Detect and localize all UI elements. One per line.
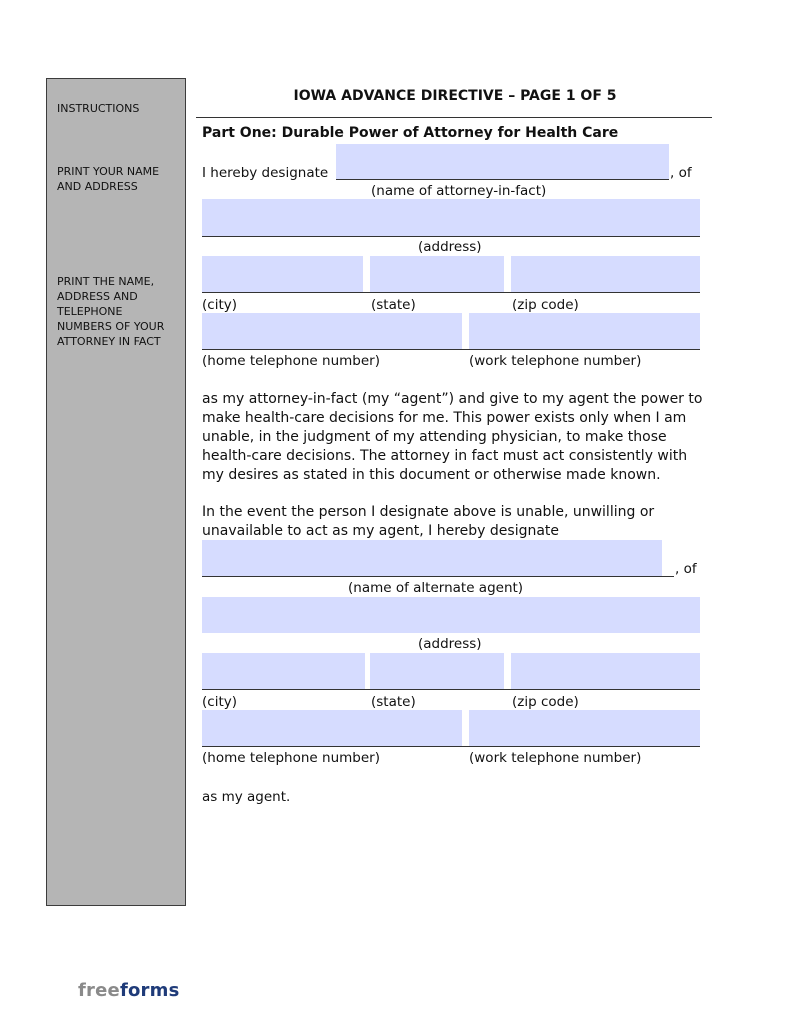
alternate-city-field[interactable] <box>202 653 365 690</box>
brand-forms-text: forms <box>119 980 180 1001</box>
instructions-sidebar <box>46 78 186 906</box>
alternate-address-caption: (address) <box>418 636 482 652</box>
page-title: IOWA ADVANCE DIRECTIVE – PAGE 1 OF 5 <box>293 88 617 104</box>
attorney-state-caption: (state) <box>371 297 416 313</box>
alternate-home-phone-field[interactable] <box>202 710 462 747</box>
instructions-label: INSTRUCTIONS <box>57 102 140 115</box>
attorney-address-caption: (address) <box>418 239 482 255</box>
alternate-home-phone-caption: (home telephone number) <box>202 750 380 766</box>
attorney-work-phone-caption: (work telephone number) <box>469 353 642 369</box>
alternate-name-underline <box>202 576 674 577</box>
alternate-name-caption: (name of alternate agent) <box>348 580 524 596</box>
attorney-city-caption: (city) <box>202 297 237 313</box>
brand-free-text: free <box>78 980 120 1001</box>
attorney-state-field[interactable] <box>370 256 504 293</box>
header-divider <box>196 117 712 118</box>
alternate-name-field[interactable] <box>202 540 662 576</box>
attorney-phone-underline <box>202 349 700 350</box>
attorney-home-phone-field[interactable] <box>202 313 462 350</box>
alternate-state-field[interactable] <box>370 653 504 690</box>
part-title: Part One: Durable Power of Attorney for Health Care <box>202 125 619 141</box>
alternate-location-underline <box>202 689 700 690</box>
attorney-city-field[interactable] <box>202 256 363 293</box>
alternate-work-phone-caption: (work telephone number) <box>469 750 642 766</box>
attorney-work-phone-field[interactable] <box>469 313 700 350</box>
agent-powers-paragraph: as my attorney-in-fact (my “agent”) and give to my agent the power to make health-care decisions for me. This power exists only when I am unable, in the judgment of my attending physician, to make those health-care decisions. The attorney in fact must act consistently with my desires as stated in this document or otherwise made known. <box>202 391 703 483</box>
print-name-instruction: PRINT YOUR NAME AND ADDRESS <box>57 165 160 193</box>
attorney-zip-field[interactable] <box>511 256 700 293</box>
alternate-phone-underline <box>202 746 700 747</box>
attorney-home-phone-caption: (home telephone number) <box>202 353 380 369</box>
attorney-name-field[interactable] <box>336 144 669 179</box>
alternate-address-field[interactable] <box>202 597 700 633</box>
attorney-zip-caption: (zip code) <box>512 297 579 313</box>
alternate-agent-paragraph: In the event the person I designate above is unable, unwilling or unavailable to act as my agent, I hereby designate <box>202 504 655 539</box>
attorney-name-caption: (name of attorney-in-fact) <box>371 183 547 199</box>
alt-of-suffix: , of <box>675 561 697 577</box>
alternate-state-caption: (state) <box>371 694 416 710</box>
attorney-name-underline <box>336 179 669 180</box>
designate-prefix: I hereby designate <box>202 165 329 181</box>
of-suffix: , of <box>670 165 692 181</box>
attorney-location-underline <box>202 292 700 293</box>
attorney-address-field[interactable] <box>202 199 700 237</box>
alternate-city-caption: (city) <box>202 694 237 710</box>
closing-text: as my agent. <box>202 789 291 805</box>
alternate-zip-field[interactable] <box>511 653 700 690</box>
print-agent-instruction: PRINT THE NAME, ADDRESS AND TELEPHONE NUMBERS OF YOUR ATTORNEY IN FACT <box>57 275 165 348</box>
alternate-zip-caption: (zip code) <box>512 694 579 710</box>
freeforms-logo <box>78 980 179 1001</box>
alternate-work-phone-field[interactable] <box>469 710 700 747</box>
